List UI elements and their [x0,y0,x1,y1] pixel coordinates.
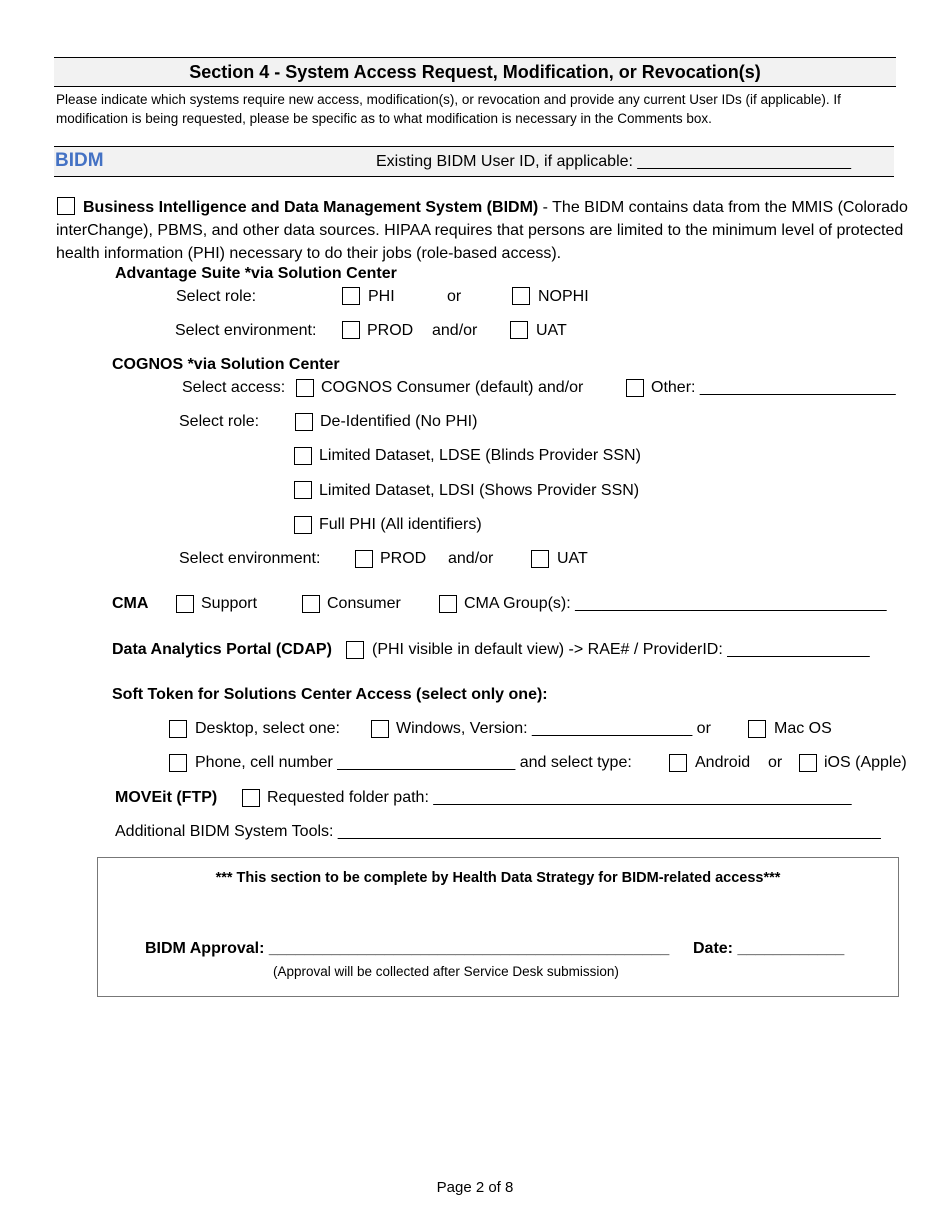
cognos-uat-checkbox[interactable] [531,550,549,568]
cognos-other-checkbox[interactable] [626,379,644,397]
desktop-label: Desktop, select one: [195,720,340,737]
advantage-or-text: or [447,288,462,305]
cognos-role-ldse-label: Limited Dataset, LDSE (Blinds Provider SSN) [319,447,641,464]
cognos-prod-label: PROD [380,550,427,567]
ios-label: iOS (Apple) [824,754,907,771]
existing-user-id-field[interactable]: Existing BIDM User ID, if applicable: ________________________ [376,153,851,170]
desktop-checkbox[interactable] [169,720,187,738]
cognos-role-deidentified-label: De-Identified (No PHI) [320,413,478,430]
phone-or-text: or [768,754,783,771]
cma-group-field[interactable]: CMA Group(s): ___________________________________ [464,595,887,612]
phone-number-field[interactable]: Phone, cell number ____________________ and select type: [195,754,632,771]
cognos-role-ldsi-checkbox[interactable] [294,481,312,499]
cognos-heading: COGNOS *via Solution Center [112,356,340,373]
cognos-consumer-label: COGNOS Consumer (default) and/or [321,379,584,396]
cognos-other-field[interactable]: Other: ______________________ [651,379,896,396]
cma-support-checkbox[interactable] [176,595,194,613]
ios-checkbox[interactable] [799,754,817,772]
windows-checkbox[interactable] [371,720,389,738]
cognos-role-fullphi-label: Full PHI (All identifiers) [319,516,482,533]
cognos-uat-label: UAT [557,550,588,567]
cma-consumer-checkbox[interactable] [302,595,320,613]
additional-tools-field[interactable]: Additional BIDM System Tools: _____________________________________________________________ [115,823,881,840]
cma-consumer-label: Consumer [327,595,401,612]
cdap-checkbox[interactable] [346,641,364,659]
phone-checkbox[interactable] [169,754,187,772]
approval-note: (Approval will be collected after Service Desk submission) [273,964,619,979]
approval-date-field[interactable]: Date: ____________ [693,940,845,957]
cognos-role-ldsi-label: Limited Dataset, LDSI (Shows Provider SSN) [319,482,640,499]
cognos-role-ldse-checkbox[interactable] [294,447,312,465]
bidm-label: BIDM [55,150,104,171]
section-instructions: Please indicate which systems require new access, modification(s), or revocation and provide any current User IDs (if applicable). If modification is being requested, please be specific as to what modification is necessary in the Comments box. [56,92,841,126]
cognos-select-role-label: Select role: [179,413,260,430]
moveit-folder-path-field[interactable]: Requested folder path: _______________________________________________ [267,789,852,806]
advantage-uat-checkbox[interactable] [510,321,528,339]
cma-group-checkbox[interactable] [439,595,457,613]
moveit-label: MOVEit (FTP) [115,789,218,806]
mac-os-checkbox[interactable] [748,720,766,738]
cognos-role-fullphi-checkbox[interactable] [294,516,312,534]
advantage-prod-checkbox[interactable] [342,321,360,339]
bidm-approval-field[interactable]: BIDM Approval: _____________________________________________ [145,940,670,957]
bidm-system-description: - The BIDM contains data from the MMIS (Colorado interChange), PBMS, and other data sources. HIPAA requires that persons are limited to the minimum level of protected health information (PHI) necessary to do their jobs (role-based access). [56,199,908,262]
advantage-uat-label: UAT [536,322,567,339]
cdap-label: Data Analytics Portal (CDAP) [112,641,332,658]
bidm-header-bar [54,146,894,177]
advantage-select-environment-label: Select environment: [175,322,317,339]
cognos-prod-checkbox[interactable] [355,550,373,568]
advantage-phi-checkbox[interactable] [342,287,360,305]
page-number: Page 2 of 8 [436,1179,514,1196]
windows-version-field[interactable]: Windows, Version: __________________ or [396,720,711,737]
section-title: Section 4 - System Access Request, Modification, or Revocation(s) [54,57,896,87]
mac-os-label: Mac OS [774,720,832,737]
bidm-description [56,196,911,265]
cdap-option-field[interactable]: (PHI visible in default view) -> RAE# / ProviderID: ________________ [372,641,870,658]
cognos-select-environment-label: Select environment: [179,550,321,567]
advantage-phi-label: PHI [368,288,395,305]
advantage-and-or-text: and/or [432,322,478,339]
advantage-nophi-label: NOPHI [538,288,589,305]
approval-box [97,857,899,997]
advantage-select-role-label: Select role: [176,288,257,305]
moveit-checkbox[interactable] [242,789,260,807]
advantage-prod-label: PROD [367,322,414,339]
android-checkbox[interactable] [669,754,687,772]
advantage-nophi-checkbox[interactable] [512,287,530,305]
android-label: Android [695,754,751,771]
cognos-select-access-label: Select access: [182,379,286,396]
cognos-consumer-checkbox[interactable] [296,379,314,397]
cognos-role-deidentified-checkbox[interactable] [295,413,313,431]
approval-notice: *** This section to be complete by Health Data Strategy for BIDM-related access*** [215,870,781,886]
advantage-suite-heading: Advantage Suite *via Solution Center [115,265,397,282]
cognos-and-or-text: and/or [448,550,494,567]
cma-support-label: Support [201,595,258,612]
cma-label: CMA [112,595,149,612]
bidm-system-title: Business Intelligence and Data Management System (BIDM) [83,199,539,216]
soft-token-heading: Soft Token for Solutions Center Access (select only one): [112,686,548,703]
